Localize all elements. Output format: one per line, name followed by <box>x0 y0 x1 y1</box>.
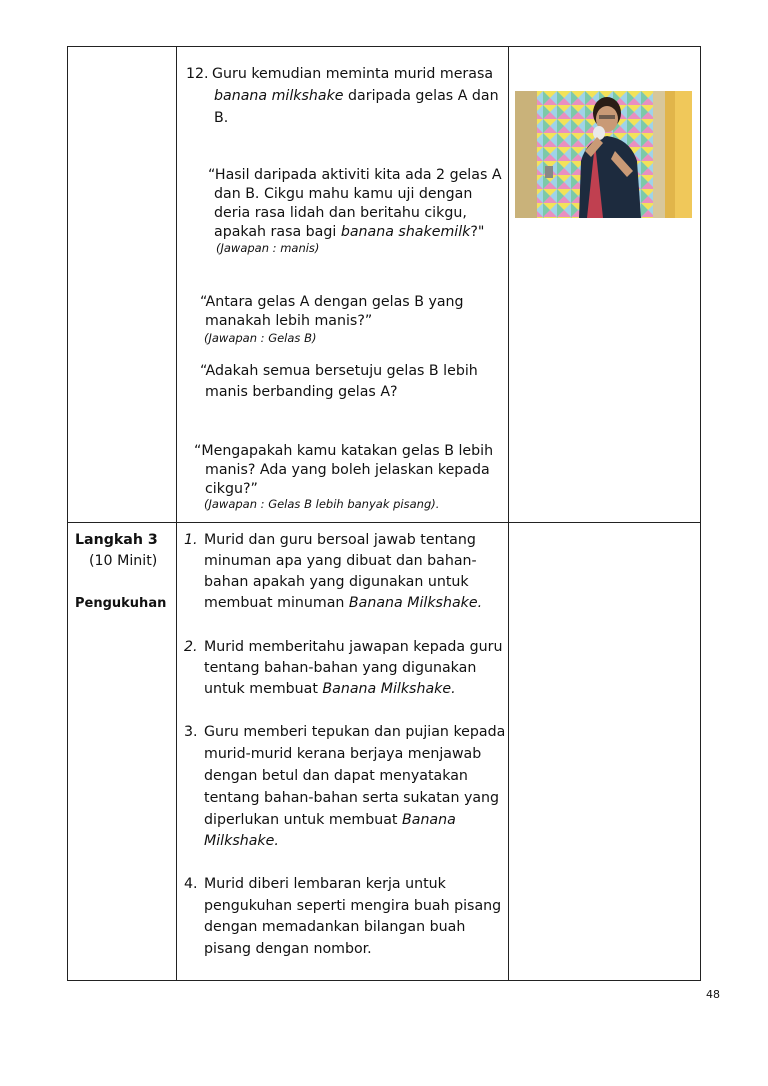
teacher-question: “Mengapakah kamu katakan gelas B lebih <box>194 443 494 459</box>
teacher-question: dan B. Cikgu mahu kamu uji dengan <box>214 186 473 202</box>
item-text-line: tentang bahan-bahan yang digunakan <box>204 660 477 676</box>
item-text-line: pengukuhan seperti mengira buah pisang <box>204 898 502 914</box>
item-text-line: bahan apakah yang digunakan untuk <box>204 574 469 590</box>
teacher-question: “Hasil daripada aktiviti kita ada 2 gelas A <box>208 167 502 183</box>
expected-answer: (Jawapan : manis) <box>216 241 320 255</box>
item-text-line: minuman apa yang dibuat dan bahan- <box>204 553 477 569</box>
table-column-divider-2 <box>508 46 509 981</box>
item-text-line <box>214 86 499 107</box>
item-number: 2. <box>184 639 198 655</box>
table-border-left <box>67 46 68 981</box>
table-border-bottom <box>67 980 701 981</box>
item-text-line: dengan betul dan dapat menyatakan <box>204 768 468 784</box>
step-title: Langkah 3 <box>75 532 158 548</box>
table-border-row-divider <box>67 522 701 523</box>
teacher-question: manis berbanding gelas A? <box>205 384 398 400</box>
teacher-question: cikgu?” <box>205 481 258 497</box>
item-text-line: Guru kemudian meminta murid merasa <box>212 66 494 82</box>
item-text-line: untuk membuat Banana Milkshake. <box>204 681 456 697</box>
table-column-divider-1 <box>176 46 177 981</box>
step-phase: Pengukuhan <box>75 596 167 611</box>
page-number: 48 <box>706 988 720 1001</box>
step-duration: (10 Minit) <box>89 553 158 569</box>
teacher-question: deria rasa lidah dan beritahu cikgu, <box>214 205 467 221</box>
item-number: 1. <box>184 532 198 548</box>
item-text-line: membuat minuman Banana Milkshake. <box>204 595 483 611</box>
expected-answer: (Jawapan : Gelas B) <box>204 331 317 345</box>
teacher-question: “Antara gelas A dengan gelas B yang <box>200 294 464 310</box>
item-text-line: Milkshake. <box>204 833 279 849</box>
italic-term: banana milkshake <box>214 88 344 104</box>
table-border-top <box>67 46 701 47</box>
item-number: 12. <box>186 66 209 82</box>
table-border-right <box>700 46 701 981</box>
item-text-line: pisang dengan nombor. <box>204 941 372 957</box>
item-text-line: Murid dan guru bersoal jawab tentang <box>204 532 476 548</box>
expected-answer: (Jawapan : Gelas B lebih banyak pisang). <box>204 497 440 511</box>
item-text-line: murid-murid kerana berjaya menjawab <box>204 746 482 762</box>
teacher-tasting-illustration <box>515 91 692 218</box>
teacher-question: apakah rasa bagi banana shakemilk?" <box>214 224 485 240</box>
item-text-line: Guru memberi tepukan dan pujian kepada <box>204 724 506 740</box>
teacher-question: manis? Ada yang boleh jelaskan kepada <box>205 462 490 478</box>
item-text-line: tentang bahan-bahan serta sukatan yang <box>204 790 500 806</box>
item-number: 3. <box>184 724 198 740</box>
item-text-line: B. <box>214 110 229 126</box>
teacher-question: “Adakah semua bersetuju gelas B lebih <box>200 363 478 379</box>
item-text-line: dengan memadankan bilangan buah <box>204 919 466 935</box>
item-text-line: diperlukan untuk membuat Banana <box>204 812 456 828</box>
item-text-line: Murid diberi lembaran kerja untuk <box>204 876 446 892</box>
teacher-tasting-photo <box>515 91 692 218</box>
item-text-rest: daripada gelas A dan <box>343 88 499 104</box>
teacher-question: manakah lebih manis?” <box>205 313 373 329</box>
item-number: 4. <box>184 876 198 892</box>
item-text-line: Murid memberitahu jawapan kepada guru <box>204 639 503 655</box>
